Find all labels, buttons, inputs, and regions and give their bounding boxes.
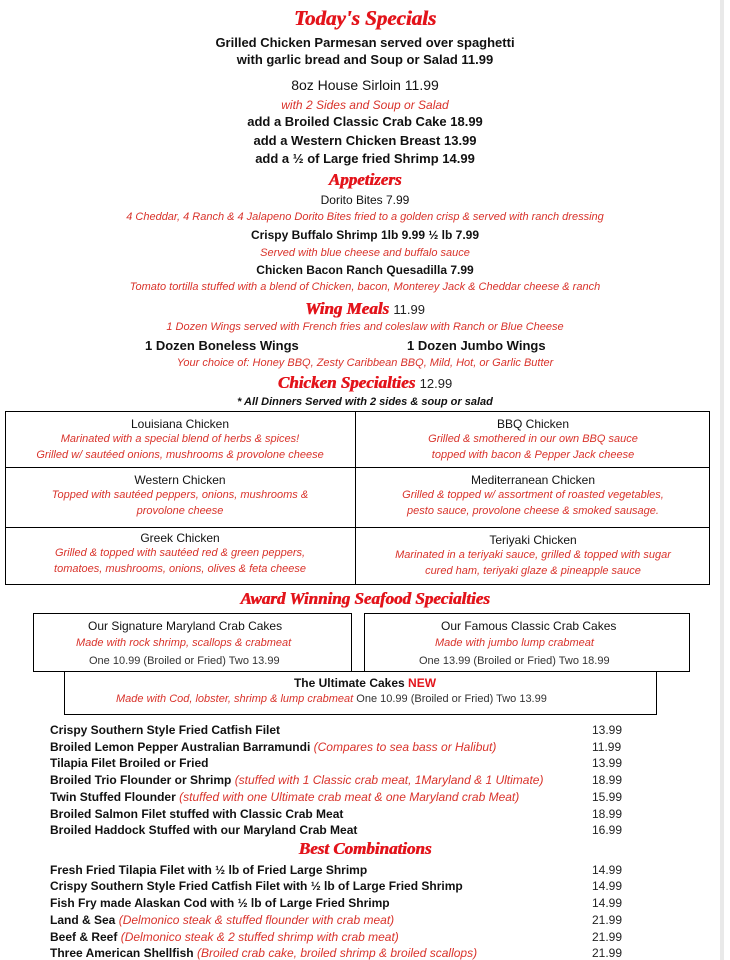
seafood-item-name: Broiled Trio Flounder or Shrimp [50,773,232,787]
combo-item [50,930,399,944]
combo-item-description: (Delmonico steak & stuffed flounder with crab meat) [118,913,395,927]
seafood-item-price: 11.99 [592,740,622,754]
chicken-dish-western [5,469,355,519]
chicken-dish-mediterranean [356,469,710,519]
addon-fried-shrimp: add a ½ of Large fried Shrimp 14.99 [255,151,475,166]
addon-western-chicken: add a Western Chicken Breast 13.99 [253,133,477,148]
chicken-dish-description: Grilled w/ sautéed onions, mushrooms & provolone cheese [36,449,324,461]
seafood-item [50,773,543,787]
crab-cake-price: One 10.99 (Broiled or Fried) Two 13.99 [89,655,280,667]
wing-meals-price: 11.99 [393,302,425,317]
seafood-item-description: (Compares to sea bass or Halibut) [313,740,497,754]
crab-cake-price: One 13.99 (Broiled or Fried) Two 18.99 [419,655,610,667]
chicken-dish-name: Western Chicken [134,473,226,487]
seafood-item [50,823,357,837]
ultimate-cakes-details [116,693,547,705]
special-item-line1: Grilled Chicken Parmesan served over spaghetti [215,35,515,50]
sirloin-description: with 2 Sides and Soup or Salad [281,98,449,112]
seafood-item [50,740,496,754]
combo-item [50,946,477,960]
todays-specials-heading: Today's Specials [293,6,437,30]
chicken-dish-description: provolone cheese [136,505,224,517]
special-item-line2: with garlic bread and Soup or Salad 11.99 [236,52,494,67]
appetizers-heading: Appetizers [328,170,402,189]
crab-cake-name: Our Famous Classic Crab Cakes [441,619,617,633]
appetizer-name: Dorito Bites 7.99 [320,193,410,207]
chicken-dish-description: Marinated in a teriyaki sauce, grilled & topped with sugar [395,549,671,561]
chicken-dinner-note: * All Dinners Served with 2 sides & soup or salad [237,396,493,408]
new-badge: NEW [408,676,437,690]
chicken-dish-name: Teriyaki Chicken [489,533,577,547]
seafood-item-price: 18.99 [592,807,623,821]
seafood-item-price: 18.99 [592,773,623,787]
chicken-dish-name: BBQ Chicken [496,417,570,431]
crab-cake-description: Made with rock shrimp, scallops & crabmeat [76,637,292,649]
combo-item [50,896,390,910]
seafood-item-price: 15.99 [592,790,623,804]
seafood-item-name: Broiled Lemon Pepper Australian Barramundi [50,740,311,754]
chicken-dish-description: Marinated with a special blend of herbs & spices! [60,433,300,445]
crab-cake-description: Made with jumbo lump crabmeat [435,637,594,649]
crab-cake-name: Our Signature Maryland Crab Cakes [88,619,283,633]
combo-item-price: 21.99 [592,930,623,944]
appetizer-name: Chicken Bacon Ranch Quesadilla 7.99 [256,263,474,277]
wing-meals-description: 1 Dozen Wings served with French fries and coleslaw with Ranch or Blue Cheese [166,321,564,333]
appetizer-description: 4 Cheddar, 4 Ranch & 4 Jalapeno Dorito Bites fried to a golden crisp & served with ranch dressing [126,211,604,223]
combo-item-name: Fish Fry made Alaskan Cod with ½ lb of Large Fried Shrimp [50,896,390,910]
combo-item-price: 14.99 [592,879,623,893]
combo-item-description: (Broiled crab cake, broiled shrimp & broiled scallops) [196,946,478,960]
seafood-item-price: 13.99 [592,756,623,770]
seafood-item [50,756,208,770]
combo-item [50,913,394,927]
seafood-item-price: 13.99 [592,723,623,737]
chicken-dish-description: Grilled & topped with sautéed red & green peppers, [54,547,306,559]
chicken-dish-description: Topped with sautéed peppers, onions, mushrooms & [51,489,309,501]
seafood-item [50,790,519,804]
combo-item-name: Fresh Fried Tilapia Filet with ½ lb of Fried Large Shrimp [50,863,368,877]
chicken-dish-description: Grilled & smothered in our own BBQ sauce [428,433,638,445]
boneless-wings-option: 1 Dozen Boneless Wings [145,338,299,353]
combo-item [50,863,367,877]
combo-item-price: 21.99 [592,946,623,960]
chicken-dish-description: Grilled & topped w/ assortment of roasted vegetables, [402,489,664,501]
seafood-item-description: (stuffed with 1 Classic crab meat, 1Maryland & 1 Ultimate) [234,773,544,787]
ultimate-cakes-description: Made with Cod, lobster, shrimp & lump crabmeat [116,693,354,705]
combo-item-name: Crispy Southern Style Fried Catfish Filet with ½ lb of Large Fried Shrimp [50,879,463,893]
appetizer-description: Tomato tortilla stuffed with a blend of Chicken, bacon, Monterey Jack & Cheddar cheese & ranch [129,281,601,293]
addon-crab-cake: add a Broiled Classic Crab Cake 18.99 [247,114,483,129]
ultimate-cakes-title [0,676,730,690]
appetizer-name: Crispy Buffalo Shrimp 1lb 9.99 ½ lb 7.99 [250,228,480,242]
seafood-item-description: (stuffed with one Ultimate crab meat & one Maryland crab Meat) [179,790,520,804]
combo-item-name: Beef & Reef [50,930,118,944]
wing-meals-heading [0,299,730,319]
wing-meals-title: Wing Meals [305,299,389,318]
combo-item-price: 14.99 [592,896,623,910]
seafood-item [50,723,280,737]
combo-item-name: Land & Sea [50,913,116,927]
appetizer-description: Served with blue cheese and buffalo sauce [260,247,470,259]
seafood-item-name: Broiled Haddock Stuffed with our Maryland Crab Meat [50,823,358,837]
ultimate-cakes-price: One 10.99 (Broiled or Fried) Two 13.99 [356,693,547,705]
chicken-dish-louisiana [5,413,355,463]
chicken-dish-description: topped with bacon & Pepper Jack cheese [431,449,635,461]
chicken-specialties-heading [0,373,730,393]
jumbo-wings-option: 1 Dozen Jumbo Wings [407,338,546,353]
seafood-item-name: Twin Stuffed Flounder [50,790,176,804]
chicken-dish-description: cured ham, teriyaki glaze & pineapple sauce [425,565,641,577]
chicken-specialties-price: 12.99 [419,376,453,391]
seafood-item-name: Broiled Salmon Filet stuffed with Classic Crab Meat [50,807,344,821]
seafood-heading: Award Winning Seafood Specialties [240,589,490,608]
combo-item-price: 14.99 [592,863,623,877]
combo-item-price: 21.99 [592,913,623,927]
grid-divider [5,467,710,468]
chicken-dish-name: Louisiana Chicken [130,417,230,431]
chicken-dish-name: Greek Chicken [140,531,220,545]
ultimate-cakes-name: The Ultimate Cakes [293,676,405,690]
chicken-specialties-title: Chicken Specialties [277,373,416,392]
sirloin-item: 8oz House Sirloin 11.99 [291,77,439,93]
combo-item-name: Three American Shellfish [50,946,194,960]
seafood-item [50,807,343,821]
chicken-dish-description: pesto sauce, provolone cheese & smoked sausage. [407,505,659,517]
chicken-dish-teriyaki [356,529,710,579]
seafood-item-name: Tilapia Filet Broiled or Fried [50,756,209,770]
chicken-dish-description: tomatoes, mushrooms, onions, olives & feta cheese [54,563,306,575]
combo-item [50,879,463,893]
combo-item-description: (Delmonico steak & 2 stuffed shrimp with crab meat) [120,930,399,944]
chicken-dish-greek [5,527,355,577]
seafood-item-price: 16.99 [592,823,623,837]
best-combinations-heading: Best Combinations [298,839,432,858]
seafood-item-name: Crispy Southern Style Fried Catfish Filet [50,723,281,737]
chicken-dish-name: Mediterranean Chicken [470,473,596,487]
wing-sauce-choices: Your choice of: Honey BBQ, Zesty Caribbean BBQ, Mild, Hot, or Garlic Butter [176,357,554,369]
chicken-dish-bbq [356,413,710,463]
